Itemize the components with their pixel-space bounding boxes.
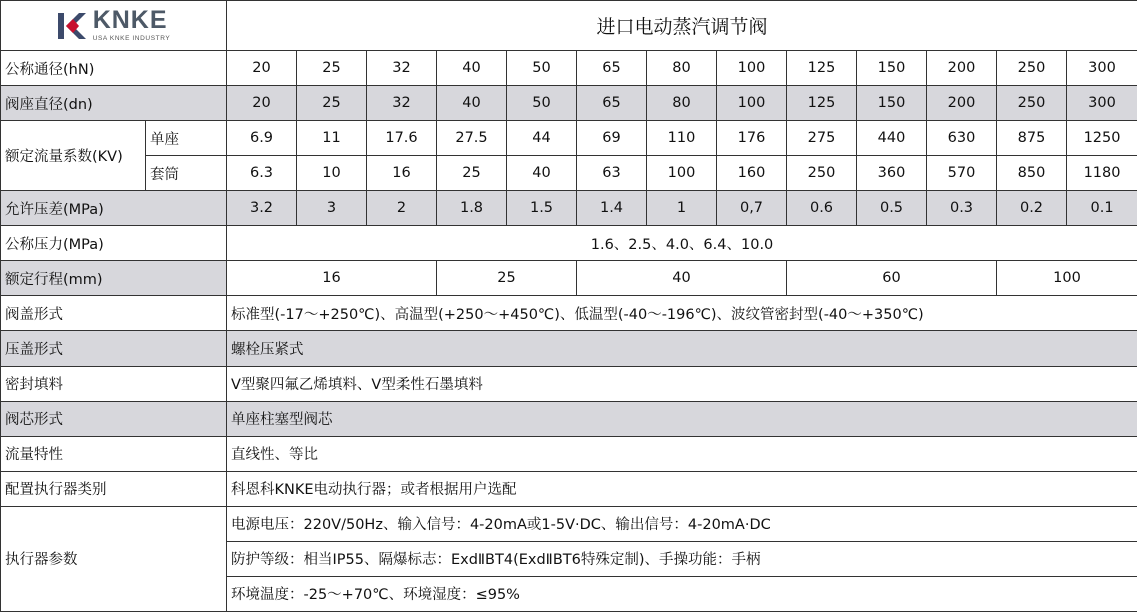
value-cell: 40 [437,51,507,86]
row-stroke [1,261,1137,296]
row-label: 配置执行器类别 [1,471,227,506]
row-nominal-pressure [1,226,1137,261]
value-cell: 0,7 [717,191,787,226]
logo-subtitle: USA KNKE INDUSTRY [92,35,171,43]
value-cell: 17.6 [367,121,437,156]
value-cell: 11 [297,121,367,156]
value-cell: 单座柱塞型阀芯 [227,401,1137,436]
value-cell: 防护等级：相当IP55、隔爆标志：ExdⅡBT4(ExdⅡBT6特殊定制)、手操功能：手柄 [227,541,1137,576]
value-cell: 150 [857,51,927,86]
value-cell: 100 [717,51,787,86]
row-label: 允许压差(MPa) [1,191,227,226]
row-label: 额定流量系数(KV) [1,121,146,191]
value-cell: 630 [927,121,997,156]
value-cell: 440 [857,121,927,156]
value-cell: 1.6、2.5、4.0、6.4、10.0 [227,226,1137,261]
value-cell: 80 [647,86,717,121]
value-cell: 环境温度：-25～+70℃、环境湿度：≤95% [227,576,1137,611]
sub-label: 单座 [146,121,227,156]
value-cell: 300 [1067,86,1137,121]
value-cell: 25 [297,86,367,121]
row-label: 阀盖形式 [1,296,227,331]
row-label: 额定行程(mm) [1,261,227,296]
value-cell: 80 [647,51,717,86]
row-packing [1,366,1137,401]
value-cell: 65 [577,51,647,86]
page-title: 进口电动蒸汽调节阀 [227,1,1137,51]
row-nominal-diameter [1,51,1137,86]
value-cell: 850 [997,156,1067,191]
stroke-cell: 60 [787,261,997,296]
value-cell: 科恩科KNKE电动执行器；或者根据用户选配 [227,471,1137,506]
value-cell: 20 [227,51,297,86]
value-cell: 1.8 [437,191,507,226]
header-row [1,1,1137,51]
row-label: 公称压力(MPa) [1,226,227,261]
value-cell: 250 [997,86,1067,121]
row-gland [1,331,1137,366]
value-cell: 标准型(-17～+250℃)、高温型(+250～+450℃)、低温型(-40～-196℃)、波纹管密封型(-40～+350℃) [227,296,1137,331]
value-cell: 6.9 [227,121,297,156]
value-cell: 150 [857,86,927,121]
value-cell: 200 [927,86,997,121]
value-cell: 0.1 [1067,191,1137,226]
value-cell: 40 [437,86,507,121]
stroke-cell: 25 [437,261,577,296]
value-cell: 100 [717,86,787,121]
value-cell: 65 [577,86,647,121]
row-seat-diameter [1,86,1137,121]
row-label: 执行器参数 [1,506,227,611]
value-cell: 16 [367,156,437,191]
value-cell: 50 [507,86,577,121]
value-cell: 0.3 [927,191,997,226]
row-actuator-params-1 [1,506,1137,541]
value-cell: 69 [577,121,647,156]
value-cell: 1180 [1067,156,1137,191]
row-flow-characteristic [1,436,1137,471]
value-cell: 0.6 [787,191,857,226]
value-cell: 6.3 [227,156,297,191]
value-cell: 0.5 [857,191,927,226]
value-cell: 63 [577,156,647,191]
value-cell: 0.2 [997,191,1067,226]
value-cell: 电源电压：220V/50Hz、输入信号：4-20mA或1-5V·DC、输出信号：4-20mA·DC [227,506,1137,541]
value-cell: 200 [927,51,997,86]
value-cell: 125 [787,86,857,121]
knke-logo-icon [57,11,87,41]
value-cell: 875 [997,121,1067,156]
value-cell: 44 [507,121,577,156]
value-cell: 螺栓压紧式 [227,331,1137,366]
value-cell: 570 [927,156,997,191]
stroke-cell: 40 [577,261,787,296]
value-cell: 360 [857,156,927,191]
value-cell: 3.2 [227,191,297,226]
value-cell: 1 [647,191,717,226]
logo-name: KNKE [92,6,168,35]
value-cell: 250 [997,51,1067,86]
value-cell: 32 [367,86,437,121]
value-cell: 27.5 [437,121,507,156]
value-cell: 176 [717,121,787,156]
value-cell: V型聚四氟乙烯填料、V型柔性石墨填料 [227,366,1137,401]
row-label: 公称通径(hN) [1,51,227,86]
row-flow-single [1,121,1137,156]
stroke-cell: 16 [227,261,437,296]
row-label: 流量特性 [1,436,227,471]
row-flow-sleeve [1,156,1137,191]
value-cell: 300 [1067,51,1137,86]
row-label: 阀座直径(dn) [1,86,227,121]
value-cell: 50 [507,51,577,86]
value-cell: 125 [787,51,857,86]
value-cell: 40 [507,156,577,191]
value-cell: 250 [787,156,857,191]
value-cell: 32 [367,51,437,86]
row-plug [1,401,1137,436]
row-pressure-diff [1,191,1137,226]
value-cell: 160 [717,156,787,191]
value-cell: 25 [297,51,367,86]
value-cell: 100 [647,156,717,191]
value-cell: 3 [297,191,367,226]
sub-label: 套筒 [146,156,227,191]
row-actuator-type [1,471,1137,506]
value-cell: 25 [437,156,507,191]
value-cell: 2 [367,191,437,226]
stroke-cell: 100 [997,261,1137,296]
logo-cell [1,1,227,51]
row-bonnet [1,296,1137,331]
row-label: 阀芯形式 [1,401,227,436]
value-cell: 110 [647,121,717,156]
value-cell: 275 [787,121,857,156]
row-label: 压盖形式 [1,331,227,366]
value-cell: 1.5 [507,191,577,226]
value-cell: 直线性、等比 [227,436,1137,471]
value-cell: 10 [297,156,367,191]
value-cell: 1250 [1067,121,1137,156]
row-label: 密封填料 [1,366,227,401]
value-cell: 1.4 [577,191,647,226]
value-cell: 20 [227,86,297,121]
